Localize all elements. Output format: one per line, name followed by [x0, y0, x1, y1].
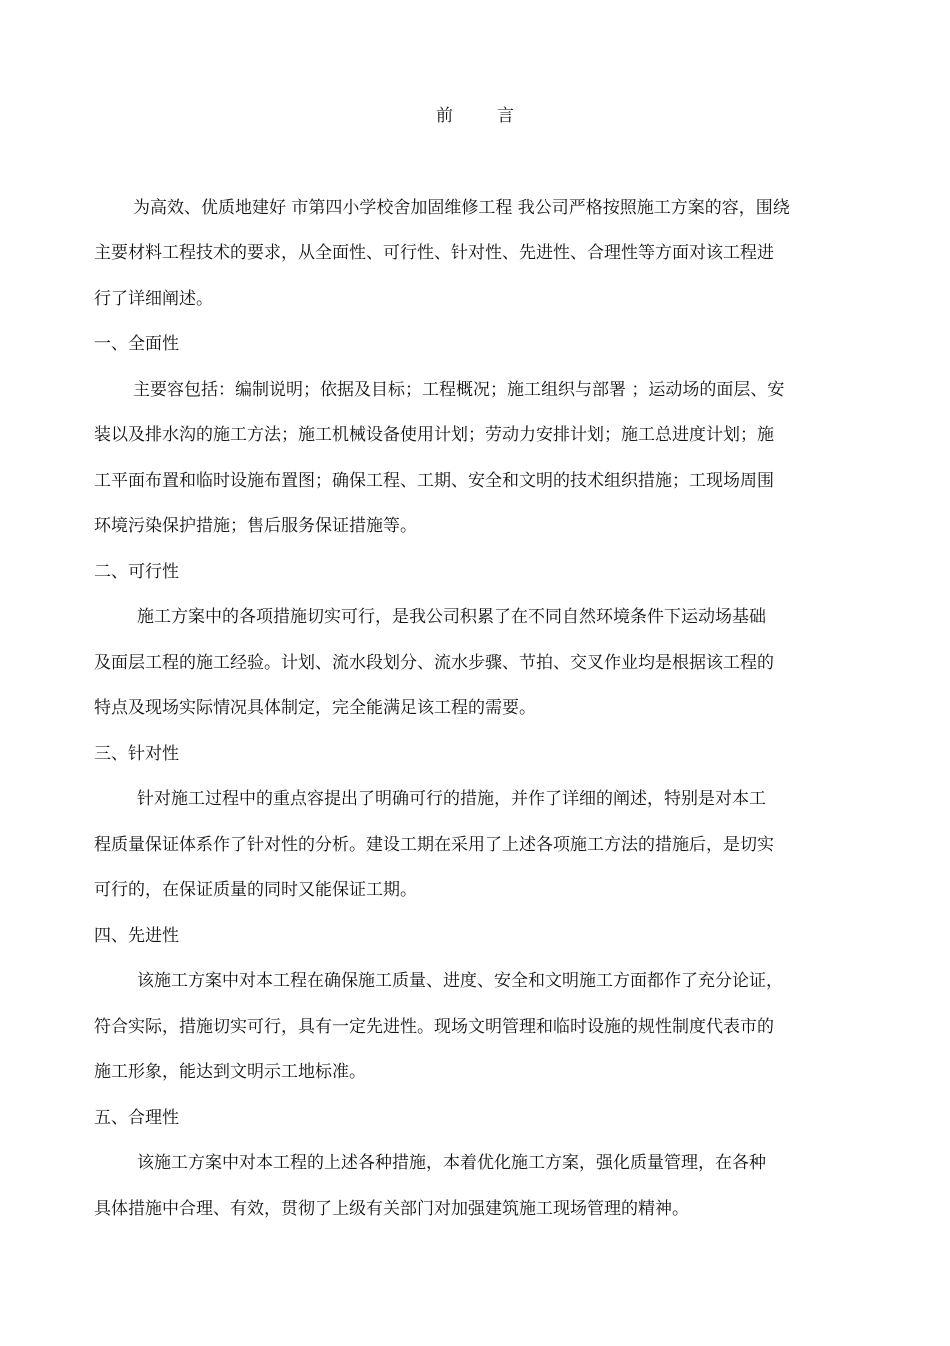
s1-line-2: 装以及排水沟的施工方法；施工机械设备使用计划；劳动力安排计划；施工总进度计划；施: [94, 425, 774, 445]
intro-line-1: 为高效、优质地建好 市第四小学校舍加固维修工程 我公司严格按照施工方案的容，围绕: [133, 198, 790, 218]
section-heading-feasibility: 二、可行性: [94, 562, 179, 582]
s3-line-2: 程质量保证体系作了针对性的分析。建设工期在采用了上述各项施工方法的措施后，是切实: [94, 835, 774, 855]
s4-line-1: 该施工方案中对本工程在确保施工质量、进度、安全和文明施工方面都作了充分论证，: [137, 971, 783, 991]
s1-line-1: 主要容包括：编制说明；依据及目标；工程概况；施工组织与部署 ；运动场的面层、安: [133, 380, 785, 400]
s5-line-1: 该施工方案中对本工程的上述各种措施，本着优化施工方案，强化质量管理，在各种: [137, 1153, 766, 1173]
s2-line-2: 及面层工程的施工经验。计划、流水段划分、流水步骤、节拍、交叉作业均是根据该工程的: [94, 653, 774, 673]
s1-line-3: 工平面布置和临时设施布置图；确保工程、工期、安全和文明的技术组织措施；工现场周围: [94, 471, 774, 491]
s3-line-1: 针对施工过程中的重点容提出了明确可行的措施，并作了详细的阐述，特别是对本工: [137, 789, 766, 809]
intro-line-2: 主要材料工程技术的要求，从全面性、可行性、针对性、先进性、合理性等方面对该工程进: [94, 243, 774, 263]
s1-line-4: 环境污染保护措施；售后服务保证措施等。: [94, 516, 417, 536]
title-char-2: 言: [497, 106, 514, 126]
section-heading-comprehensive: 一、全面性: [94, 334, 179, 354]
page-title: [0, 104, 950, 128]
s4-line-2: 符合实际，措施切实可行，具有一定先进性。现场文明管理和临时设施的规性制度代表市的: [94, 1017, 774, 1037]
intro-line-3: 行了详细阐述。: [94, 289, 213, 309]
section-heading-rationality: 五、合理性: [94, 1108, 179, 1128]
section-heading-pertinence: 三、针对性: [94, 744, 179, 764]
s2-line-1: 施工方案中的各项措施切实可行，是我公司积累了在不同自然环境条件下运动场基础: [137, 607, 766, 627]
title-char-1: 前: [436, 106, 453, 126]
s3-line-3: 可行的，在保证质量的同时又能保证工期。: [94, 880, 417, 900]
section-heading-advancement: 四、先进性: [94, 926, 179, 946]
s2-line-3: 特点及现场实际情况具体制定，完全能满足该工程的需要。: [94, 698, 536, 718]
s4-line-3: 施工形象，能达到文明示工地标准。: [94, 1062, 366, 1082]
s5-line-2: 具体措施中合理、有效，贯彻了上级有关部门对加强建筑施工现场管理的精神。: [94, 1199, 689, 1219]
